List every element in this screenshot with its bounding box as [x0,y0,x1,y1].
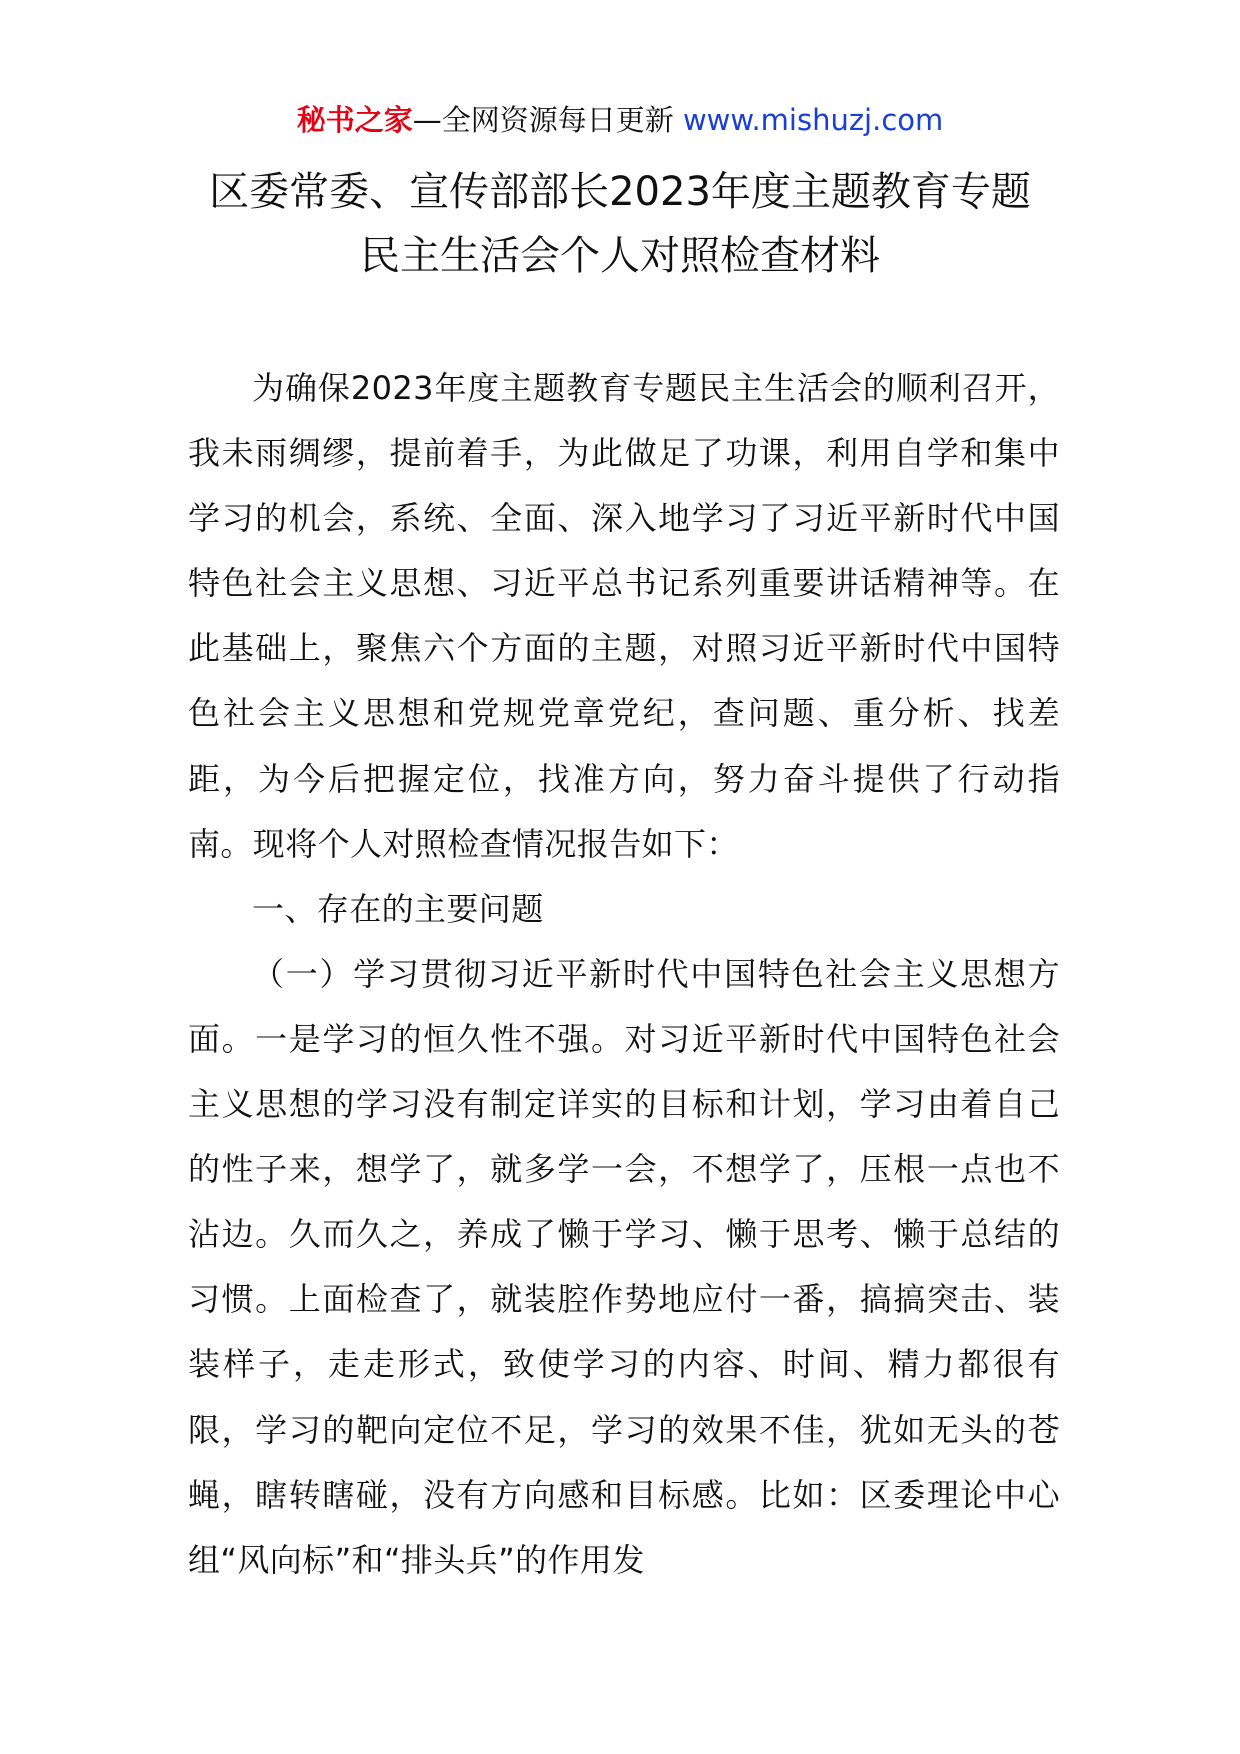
site-url-link[interactable]: www.mishuzj.com [682,103,944,137]
brand-name: 秘书之家 [296,103,413,137]
intro-paragraph: 为确保2023年度主题教育专题民主生活会的顺利召开，我未雨绸缪，提前着手，为此做足了功课，利用自学和集中学习的机会，系统、全面、深入地学习了习近平新时代中国特色社会主义思想、习近平总书记系列重要讲话精神等。在此基础上，聚焦六个方面的主题，对照习近平新时代中国特色社会主义思想和党规党章党纪，查问题、重分析、找差距，为今后把握定位，找准方向，努力奋斗提供了行动指南。现将个人对照检查情况报告如下： [188,369,1060,863]
document-body [188,356,1060,1593]
section-heading: 一、存在的主要问题 [252,889,544,928]
title-line-1: 区委常委、宣传部部长2023年度主题教育专题 [209,169,1031,215]
header-tagline: —全网资源每日更新 [412,103,683,137]
title-line-2: 民主生活会个人对照检查材料 [360,233,880,279]
document-title [0,160,1240,288]
section-paragraph: （一）学习贯彻习近平新时代中国特色社会主义思想方面。一是学习的恒久性不强。对习近平新时代中国特色社会主义思想的学习没有制定详实的目标和计划，学习由着自己的性子来，想学了，就多学一会，不想学了，压根一点也不沾边。久而久之，养成了懒于学习、懒于思考、懒于总结的习惯。上面检查了，就装腔作势地应付一番，搞搞突击、装装样子，走走形式，致使学习的内容、时间、精力都很有限，学习的靶向定位不足，学习的效果不佳，犹如无头的苍蝇，瞎转瞎碰，没有方向感和目标感。比如：区委理论中心组“风向标”和“排头兵”的作用发 [188,954,1060,1579]
site-header [0,100,1240,140]
